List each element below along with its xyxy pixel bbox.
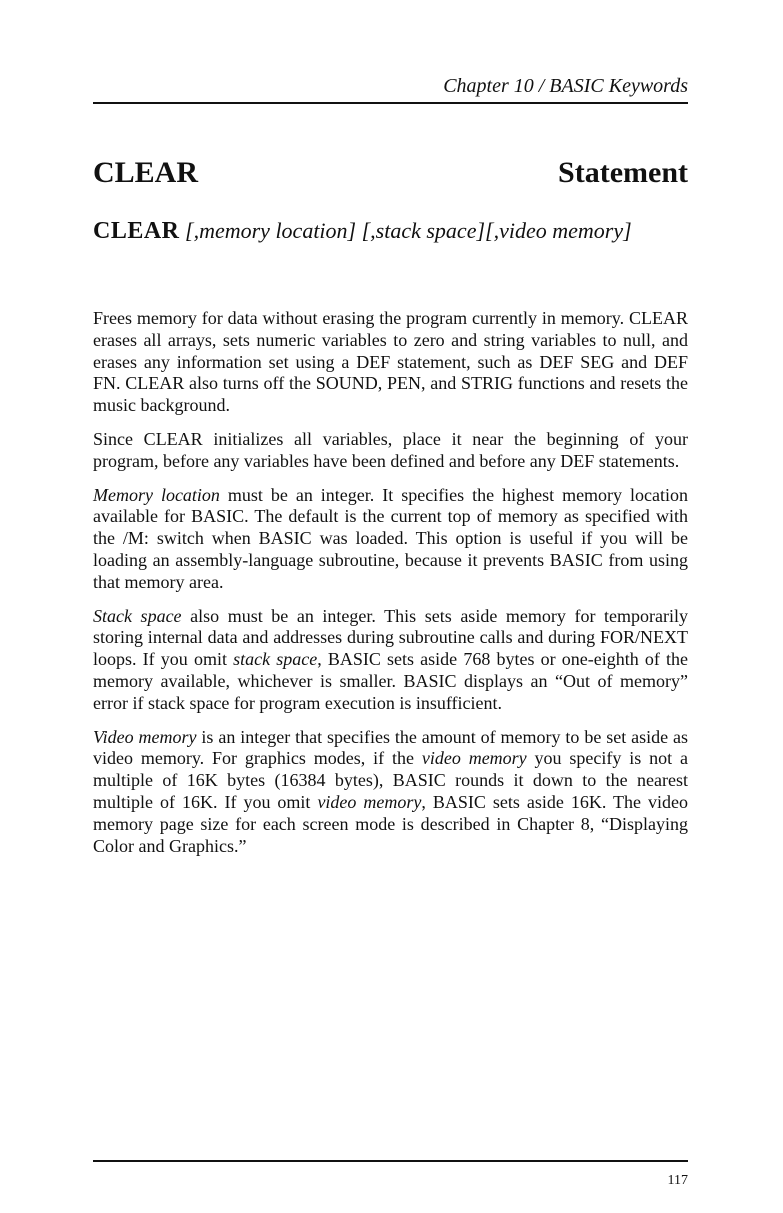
footer-rule: [93, 1160, 688, 1162]
syntax-arg-memory-location: [,memory location]: [185, 218, 357, 243]
paragraph-stack-space: [93, 606, 688, 715]
term-video-memory: video memory: [317, 791, 422, 812]
paragraph-text: must be an integer. It specifies the highest memory location available for BASIC. The default is the current top of memory as specified with the /M: switch when BASIC was loaded. This option is useful if you will be loading an assembly-language subroutine, because it prevents BASIC from using that memory area.: [93, 484, 688, 592]
paragraph-text: , BASIC sets aside 16K. The video memory page size for each screen mode is described in Chapter 8, “Displaying Color and Graphics.”: [93, 791, 688, 856]
paragraph-placement: Since CLEAR initializes all variables, place it near the beginning of your program, before any variables have been defined and before any DEF statements.: [93, 428, 688, 471]
paragraph-text: , BASIC sets aside 768 bytes or one-eighth of the memory available, whichever is smaller. BASIC displays an “Out of memory” error if stack space for program execution is insufficient.: [93, 649, 689, 713]
entry-category: Statement: [558, 156, 688, 189]
term-video-memory: Video memory: [93, 726, 197, 747]
paragraph-text: also must be an integer. This sets aside memory for temporarily storing internal data and addresses during subroutine calls and during FOR/NEXT loops. If you omit: [93, 605, 688, 670]
paragraph-text: you specify is not a multiple of 16K bytes (16384 bytes), BASIC rounds it down to the nearest multiple of 16K. If you omit: [93, 748, 688, 812]
term-video-memory: video memory: [421, 748, 527, 769]
syntax-line: [93, 218, 688, 244]
entry-keyword: CLEAR: [93, 156, 199, 189]
paragraph-description: Frees memory for data without erasing the program currently in memory. CLEAR erases all arrays, sets numeric variables to zero and string variables to null, and erases any information set using a DEF statement, such as DEF SEG and DEF FN. CLEAR also turns off the SOUND, PEN, and STRIG functions and resets the music background.: [93, 308, 688, 416]
running-head: Chapter 10 / BASIC Keywords: [443, 75, 688, 97]
body-text: [93, 308, 688, 869]
syntax-arg-video-memory: memory]: [552, 218, 632, 243]
paragraph-memory-location: [93, 485, 688, 594]
paragraph-text: is an integer that specifies the amount of memory to be set aside as video memory. For graphics modes, if the: [93, 726, 688, 769]
term-stack-space: stack space: [233, 649, 318, 670]
paragraph-video-memory: [93, 727, 688, 858]
entry-title-row: [93, 155, 688, 191]
header-rule: [93, 102, 688, 104]
page-number: 117: [667, 1173, 688, 1188]
term-stack-space: Stack space: [93, 605, 182, 626]
syntax-keyword: CLEAR: [93, 218, 180, 244]
term-memory-location: Memory location: [93, 484, 220, 505]
syntax-arg-stack-video: [,stack space][,video: [361, 218, 547, 243]
